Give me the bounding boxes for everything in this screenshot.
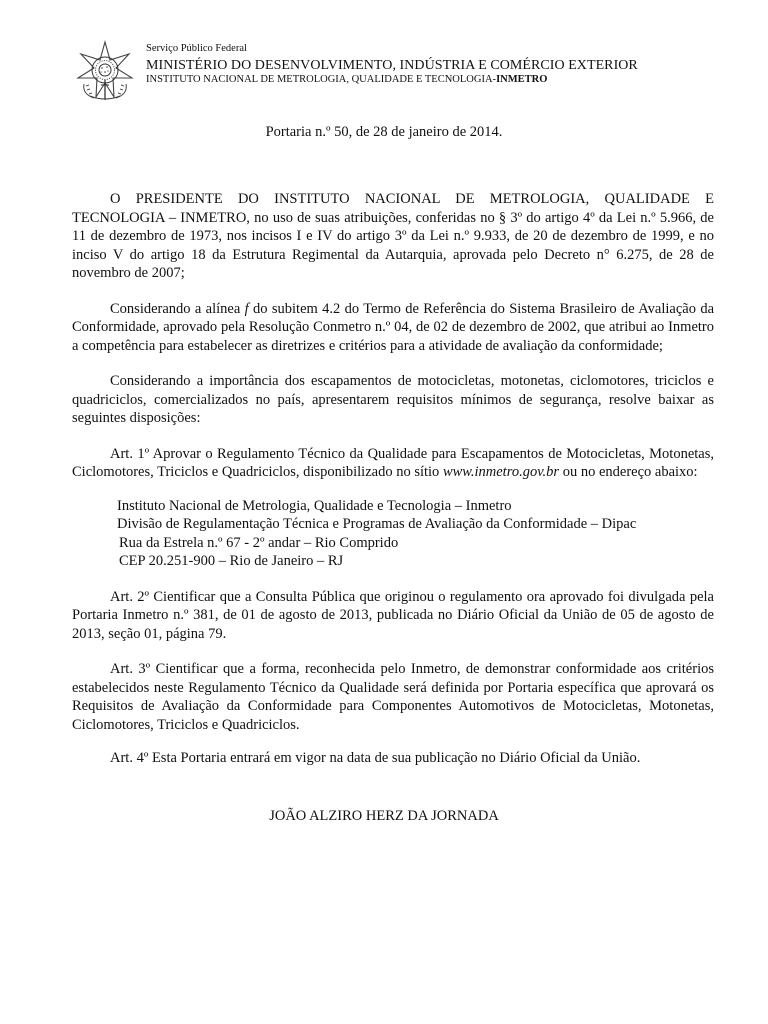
institute-acronym: INMETRO <box>496 74 548 85</box>
letterhead <box>146 42 746 86</box>
institute-name-text: INSTITUTO NACIONAL DE METROLOGIA, QUALIDADE E TECNOLOGIA- <box>146 74 497 85</box>
website-link[interactable]: www.inmetro.gov.br <box>442 464 560 480</box>
paragraph-preamble: O PRESIDENTE DO INSTITUTO NACIONAL DE METROLOGIA, QUALIDADE E TECNOLOGIA – INMETRO, no uso de suas atribuições, conferidas no § 3º do artigo 4º da Lei n.º 5.966, de 11 de dezembro de 1973, nos incisos I e IV do artigo 3º da Lei n.º 9.933, de 20 de dezembro de 1999, e no inciso V do artigo 18 da Estrutura Regimental da Autarquia, aprovada pelo Decreto n° 6.275, de 28 de novembro de 2007; <box>72 191 714 281</box>
address-line: Divisão de Regulamentação Técnica e Programas de Avaliação da Conformidade – Dipac <box>117 516 637 532</box>
article-4: Art. 4º Esta Portaria entrará em vigor na data de sua publicação no Diário Oficial da União. <box>110 750 641 766</box>
paragraph-considering-2: Considerando a importância dos escapamentos de motocicletas, motonetas, ciclomotores, triciclos e quadriciclos, comercializados no país, apresentarem requisitos mínimos de segurança, resolve baixar as seguintes disposições: <box>72 373 714 426</box>
italic-letter: f <box>244 300 249 317</box>
article-3: Art. 3º Cientificar que a forma, reconhecida pelo Inmetro, de demonstrar conformidade aos critérios estabelecidos neste Regulamento Técnico da Qualidade será definida por Portaria específica que aprovará os Requisitos de Avaliação da Conformidade para Componentes Automotivos de Motocicletas, Motonetas, Ciclomotores, Triciclos e Quadriciclos. <box>72 661 714 733</box>
service-line: Serviço Público Federal <box>146 43 247 54</box>
signature-name: JOÃO ALZIRO HERZ DA JORNADA <box>269 808 499 824</box>
address-line: Instituto Nacional de Metrologia, Qualidade e Tecnologia – Inmetro <box>117 497 512 514</box>
document-title: Portaria n.º 50, de 28 de janeiro de 2014. <box>265 124 503 140</box>
address-line: Rua da Estrela n.º 67 - 2º andar – Rio Comprido <box>119 534 399 551</box>
ministry-name: MINISTÉRIO DO DESENVOLVIMENTO, INDÚSTRIA E COMÉRCIO EXTERIOR <box>146 58 638 73</box>
text: do subitem 4.2 do Termo de Referência do Sistema Brasileiro de Avaliação da Conformidade, aprovado pela Resolução Conmetro n.º 04, de 02 de dezembro de 2002, que atribui ao Inmetro a competência para estabelecer as diretrizes e critérios para a atividade de avaliação da conformidade; <box>72 300 715 354</box>
paragraph-considering-1 <box>72 300 714 356</box>
brazil-coat-of-arms-icon <box>74 40 136 102</box>
article-1 <box>72 445 714 482</box>
address-line: CEP 20.251-900 – Rio de Janeiro – RJ <box>119 553 344 569</box>
article-2: Art. 2º Cientificar que a Consulta Pública que originou o regulamento ora aprovado foi divulgada pela Portaria Inmetro n.º 381, de 01 de agosto de 2013, publicada no Diário Oficial da União de 05 de agosto de 2013, seção 01, página 79. <box>72 588 714 642</box>
document-body <box>72 190 714 785</box>
address-block <box>117 497 714 571</box>
text: ou no endereço abaixo: <box>559 464 698 480</box>
institute-name <box>146 74 746 86</box>
text: Art. 1º Aprovar o Regulamento Técnico da Qualidade para Escapamentos de Motocicletas, Motonetas, Ciclomotores, Triciclos e Quadriciclos, disponibilizado no sítio <box>72 445 714 480</box>
text: Considerando a alínea <box>110 300 245 317</box>
